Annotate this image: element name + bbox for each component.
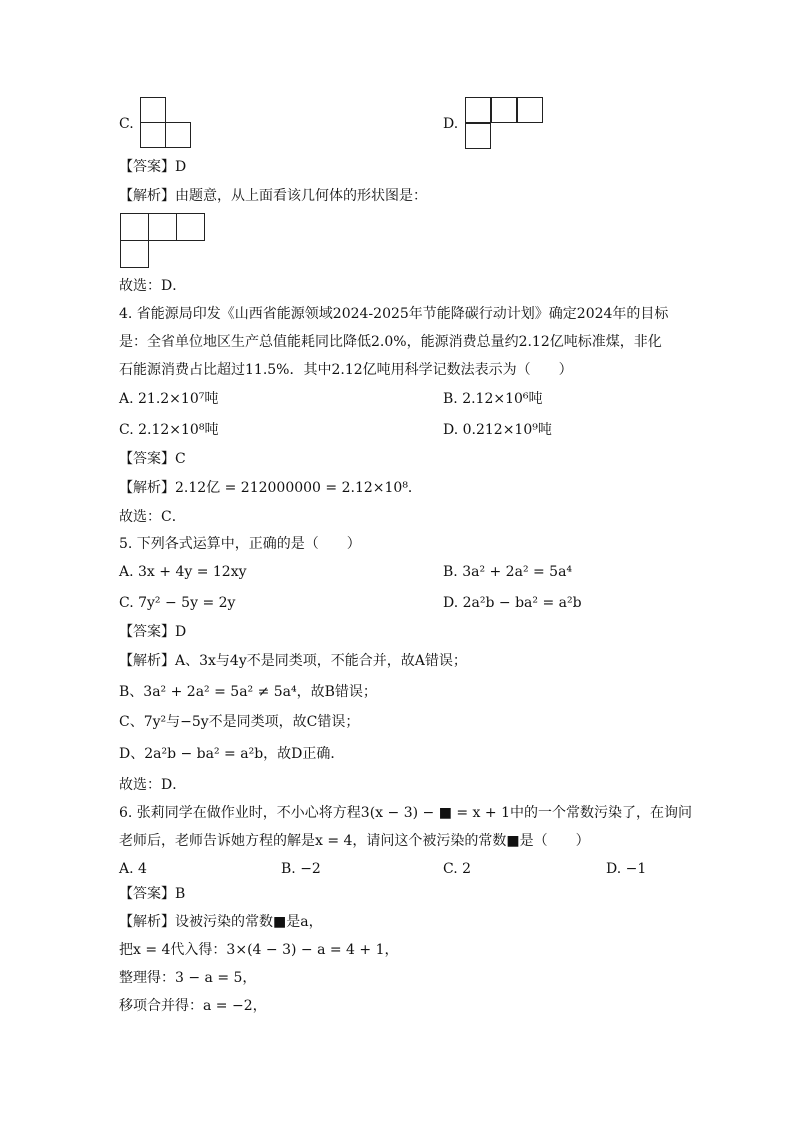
q6-analysis-3: 整理得：3 − a = 5， xyxy=(119,970,257,986)
q6-option-a: A. 4 xyxy=(119,861,147,877)
q4-stem-line3: 石能源消费占比超过11.5%．其中2.12亿吨用科学记数法表示为（ ） xyxy=(119,362,573,378)
q3-conclusion: 故选：D． xyxy=(119,278,187,294)
q3-answer: 【答案】D xyxy=(119,159,187,175)
q5-answer: 【答案】D xyxy=(119,624,187,640)
q5-analysis-a: 【解析】A、3x与4y不是同类项，不能合并，故A错误； xyxy=(119,653,467,669)
q4-option-b: B. 2.12×10⁶吨 xyxy=(443,391,543,407)
q3-option-d-label: D. xyxy=(443,116,459,132)
q5-conclusion: 故选：D． xyxy=(119,777,187,793)
q5-option-c: C. 7y² − 5y = 2y xyxy=(119,595,236,611)
q4-conclusion: 故选：C． xyxy=(119,509,186,525)
q4-stem-line1: 4. 省能源局印发《山西省能源领域2024-2025年节能降碳行动计划》确定2024年的目标 xyxy=(119,306,669,322)
q5-analysis-b: B、3a² + 2a² = 5a² ≠ 5a⁴，故B错误； xyxy=(119,684,377,700)
q6-option-b: B. −2 xyxy=(281,861,321,877)
q5-option-d: D. 2a²b − ba² = a²b xyxy=(443,595,582,611)
q6-answer: 【答案】B xyxy=(119,886,186,902)
q6-analysis-1: 【解析】设被污染的常数■是a， xyxy=(119,914,323,930)
q3-analysis: 【解析】由题意，从上面看该几何体的形状图是： xyxy=(119,188,427,204)
q4-option-d: D. 0.212×10⁹吨 xyxy=(443,422,552,438)
q5-option-a: A. 3x + 4y = 12xy xyxy=(119,564,247,580)
q5-analysis-c: C、7y²与−5y不是同类项，故C错误； xyxy=(119,714,360,730)
q4-option-c: C. 2.12×10⁸吨 xyxy=(119,422,219,438)
q6-option-d: D. −1 xyxy=(606,861,647,877)
q3-option-c-figure xyxy=(140,97,194,149)
q5-stem: 5. 下列各式运算中，正确的是（ ） xyxy=(119,536,361,552)
q4-stem-line2: 是：全省单位地区生产总值能耗同比降低2.0%，能源消费总量约2.12亿吨标准煤，非化 xyxy=(119,334,662,350)
q3-option-c-label: C. xyxy=(119,116,134,132)
q6-analysis-4: 移项合并得：a = −2， xyxy=(119,998,267,1014)
q5-analysis-d: D、2a²b − ba² = a²b，故D正确． xyxy=(119,746,345,762)
q6-stem-line2: 老师后，老师告诉她方程的解是x = 4，请问这个被污染的常数■是（ ） xyxy=(119,833,590,849)
q4-option-a: A. 21.2×10⁷吨 xyxy=(119,391,219,407)
q4-analysis: 【解析】2.12亿 = 212000000 = 2.12×10⁸． xyxy=(119,480,422,496)
q6-option-c: C. 2 xyxy=(443,861,472,877)
q6-analysis-2: 把x = 4代入得：3×(4 − 3) − a = 4 + 1， xyxy=(119,942,399,958)
q3-analysis-figure xyxy=(120,213,206,269)
q5-option-b: B. 3a² + 2a² = 5a⁴ xyxy=(443,564,573,580)
q6-stem-line1: 6. 张莉同学在做作业时，不小心将方程3(x − 3) − ■ = x + 1中的一个常数污染了，在询问 xyxy=(119,805,692,821)
q3-option-d-figure xyxy=(465,97,545,149)
q4-answer: 【答案】C xyxy=(119,451,186,467)
